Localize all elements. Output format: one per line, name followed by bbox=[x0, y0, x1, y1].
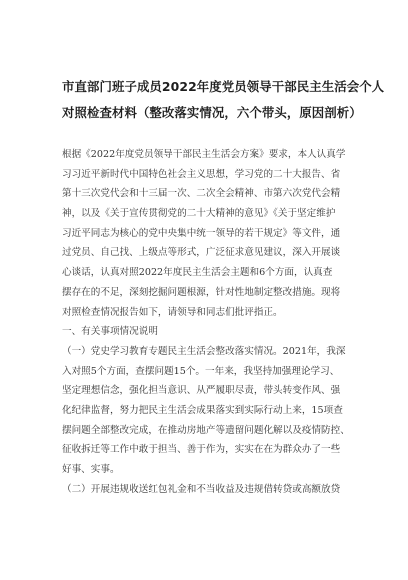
paragraph-line: 对照检查情况报告如下，请领导和同志们批评指正。 bbox=[62, 306, 283, 318]
paragraph-line: 摆问题全部整改完成，在推动房地产等遗留问题化解以及疫情防控、 bbox=[62, 424, 350, 436]
paragraph-line: 摆存在的不足，深刻挖掘问题根源，针对性地制定整改措施。现将 bbox=[62, 286, 341, 298]
paragraph-line: 化纪律监督，努力把民主生活会成果落实到实际行动上来，15项查 bbox=[62, 404, 343, 416]
paragraph-line: 征收拆迁等工作中敢于担当、善于作为，实实在在为群众办了一些 bbox=[62, 444, 341, 456]
paragraph-line: 过党员、自己找、上级点等形式，广泛征求意见建议，深入开展谈 bbox=[62, 247, 341, 259]
paragraph-line: 习近平同志为核心的党中央集中统一领导的若干规定》等文件，通 bbox=[62, 227, 341, 239]
paragraph-line: 习习近平新时代中国特色社会主义思想，学习党的二十大报告、省 bbox=[62, 168, 341, 180]
title-line: 市直部门班子成员2022年度党员领导干部民主生活会个人 bbox=[62, 79, 385, 94]
section-heading: 一、有关事项情况说明 bbox=[62, 326, 158, 338]
document-title bbox=[62, 74, 385, 126]
paragraph-line: 好事、实事。 bbox=[62, 464, 120, 475]
paragraph-line: 坚定理想信念，强化担当意识、从严履职尽责，带头转变作风、强 bbox=[62, 385, 341, 397]
paragraph-line: 根据《2022年度党员领导干部民主生活会方案》要求，本人认真学 bbox=[62, 149, 346, 160]
subsection-heading: （二）开展违规收送红包礼金和不当收益及违规借转贷或高额放贷 bbox=[62, 483, 341, 495]
document-body bbox=[62, 145, 362, 499]
paragraph-line: 入对照5个方面，查摆问题15个。一年来，我坚持加强理论学习、 bbox=[62, 365, 340, 377]
paragraph-line: 第十三次党代会和十三届一次、二次全会精神、市第六次党代会精 bbox=[62, 188, 341, 200]
paragraph-line: 心谈话，认真对照2022年度民主生活会主题和6个方面，认真查 bbox=[62, 267, 333, 279]
title-line: 对照检查材料（整改落实情况，六个带头，原因剖析） bbox=[62, 105, 362, 120]
paragraph-line: 神，以及《关于宣传贯彻党的二十大精神的意见》《关于坚定维护 bbox=[62, 208, 336, 220]
paragraph-line: （一）党史学习教育专题民主生活会整改落实情况。2021年，我深 bbox=[62, 345, 346, 357]
